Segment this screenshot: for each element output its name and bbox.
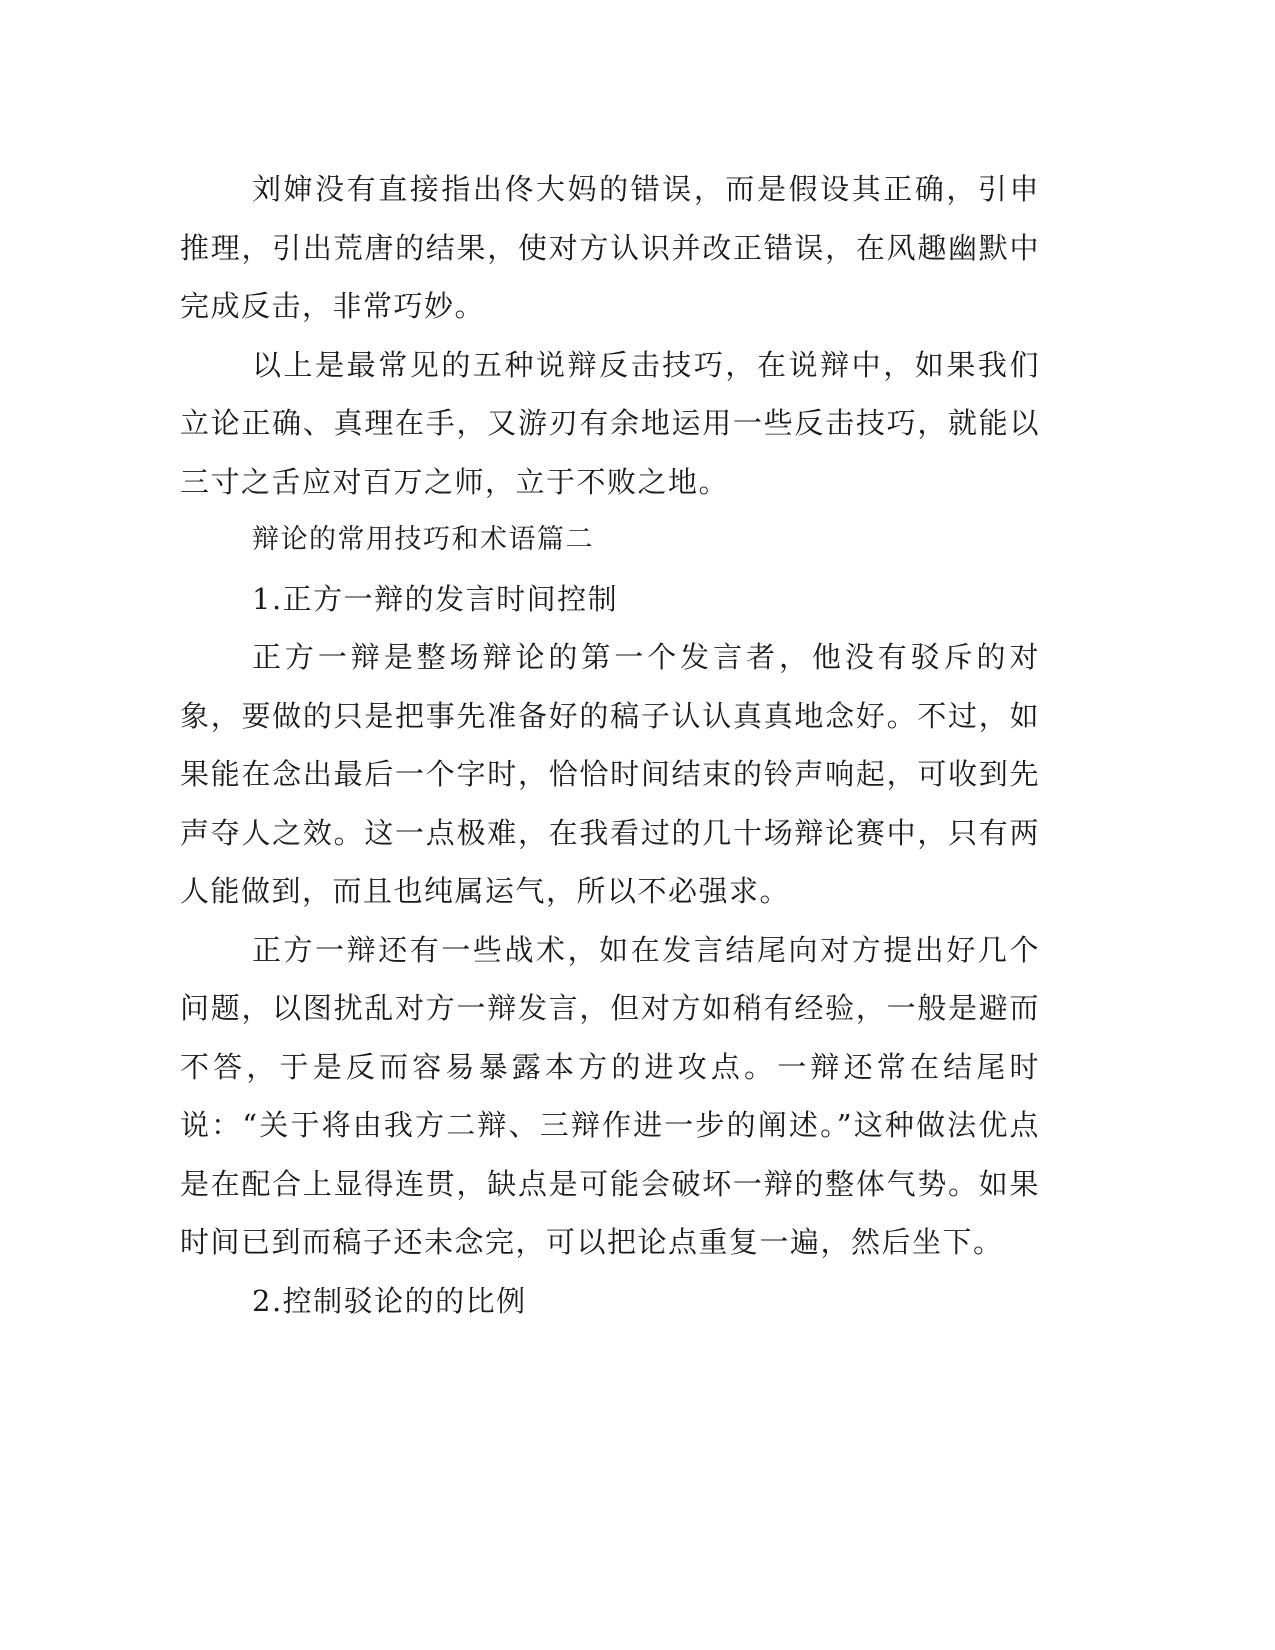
subheading-1: 1.正方一辩的发言时间控制: [252, 581, 619, 616]
document-body: [180, 160, 1040, 1330]
subheading-2: 2.控制驳论的的比例: [252, 1283, 527, 1318]
section-title: 辩论的常用技巧和术语篇二: [252, 524, 594, 555]
paragraph-liu-shen: 刘婶没有直接指出佟大妈的错误，而是假设其正确，引申推理，引出荒唐的结果，使对方认识并改正错误，在风趣幽默中完成反击，非常巧妙。: [180, 172, 1040, 323]
paragraph-first-speaker: 正方一辩是整场辩论的第一个发言者，他没有驳斥的对象，要做的只是把事先准备好的稿子认认真真地念好。不过，如果能在念出最后一个字时，恰恰时间结束的铃声响起，可收到先声夺人之效。这一点极难，在我看过的几十场辩论赛中，只有两人能做到，而且也纯属运气，所以不必强求。: [180, 640, 1040, 908]
paragraph-first-speaker-tactics: 正方一辩还有一些战术，如在发言结尾向对方提出好几个问题，以图扰乱对方一辩发言，但对方如稍有经验，一般是避而不答，于是反而容易暴露本方的进攻点。一辩还常在结尾时说：“关于将由我方二辩、三辩作进一步的阐述。”这种做法优点是在配合上显得连贯，缺点是可能会破坏一辩的整体气势。如果时间已到而稿子还未念完，可以把论点重复一遍，然后坐下。: [180, 932, 1040, 1259]
paragraph-summary: 以上是最常见的五种说辩反击技巧，在说辩中，如果我们立论正确、真理在手，又游刃有余地运用一些反击技巧，就能以三寸之舌应对百万之师，立于不败之地。: [180, 347, 1040, 499]
